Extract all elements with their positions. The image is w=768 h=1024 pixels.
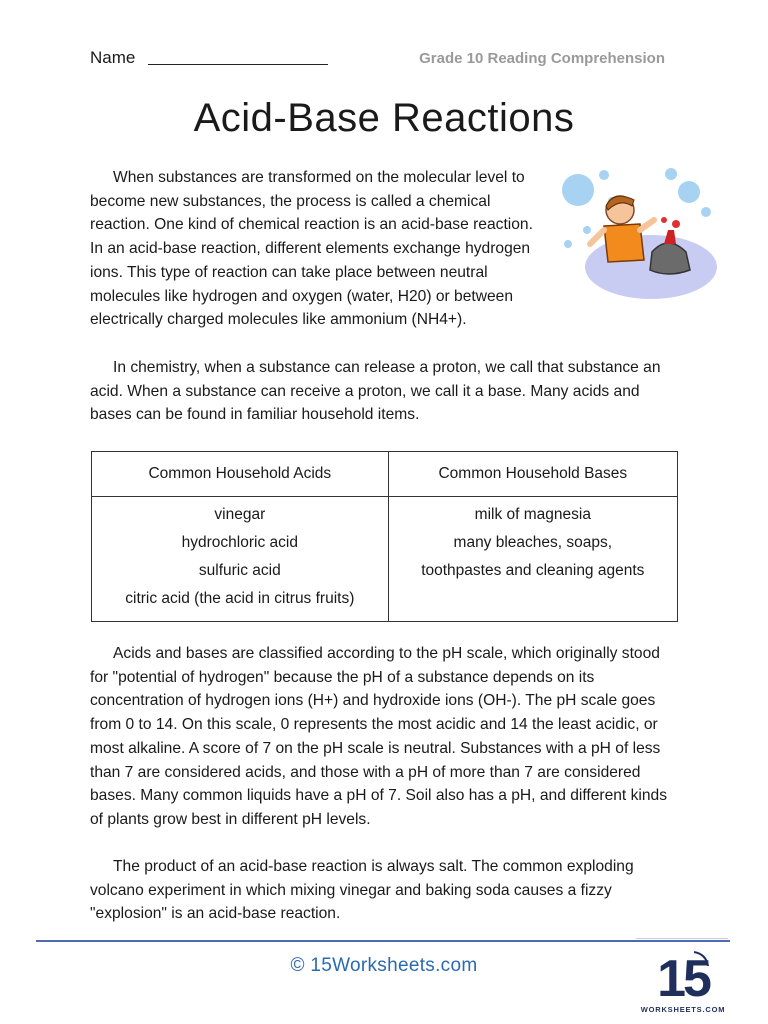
name-label: Name	[90, 48, 136, 67]
15worksheets-logo-icon	[640, 944, 726, 1018]
page-title: Acid-Base Reactions	[193, 96, 575, 140]
kid-chemistry-illustration-icon	[556, 164, 718, 304]
bases-header: Common Household Bases	[388, 452, 677, 497]
paragraph-4-text: The product of an acid-base reaction is always salt. The common exploding volcano experiment in which mixing vinegar and baking soda causes a fizzy "explosion" is an acid-base reaction.	[90, 858, 634, 923]
household-acids-bases-table	[91, 451, 678, 622]
grade-label: Grade 10 Reading Comprehension	[419, 50, 665, 67]
paragraph-4	[90, 855, 678, 926]
name-blank-line[interactable]	[148, 64, 328, 65]
table-row	[92, 497, 678, 622]
list-item: sulfuric acid	[198, 562, 281, 579]
worksheet-header	[90, 46, 680, 72]
list-item: toothpastes and cleaning agents	[421, 562, 645, 579]
list-item: citric acid (the acid in citrus fruits)	[125, 590, 355, 607]
logo-number: 15	[657, 950, 709, 1008]
paragraph-3	[90, 642, 678, 832]
bases-cell	[388, 497, 677, 622]
acids-cell	[92, 497, 389, 622]
paragraph-2-text: In chemistry, when a substance can release a proton, we call that substance an acid. When a substance can receive a proton, we call it a base. Many acids and bases can be found in familiar household items.	[90, 359, 661, 424]
list-item: many bleaches, soaps,	[453, 534, 613, 551]
paragraph-2	[90, 356, 678, 427]
footer-copyright[interactable]: © 15Worksheets.com	[290, 955, 478, 976]
list-item: hydrochloric acid	[181, 534, 298, 551]
paragraph-1	[90, 166, 545, 332]
list-item: milk of magnesia	[474, 506, 591, 523]
footer-accent-line	[636, 938, 728, 939]
logo-text: WORKSHEETS.COM	[640, 1005, 726, 1014]
paragraph-3-text: Acids and bases are classified according to the pH scale, which originally stood for "potential of hydrogen" because the pH of a substance depends on its concentration of hydrogen ions (H+) and hydroxide ions (OH-). The pH scale goes from 0 to 14. On this scale, 0 represents the most acidic and 14 the least acidic, or most alkaline. A score of 7 on the pH scale is neutral. Substances with a pH of less than 7 are considered acids, and those with a pH of more than 7 are considered bases. Many common liquids have a pH of 7. Soil also has a pH, and different kinds of plants grow best in different pH levels.	[90, 645, 667, 828]
table-header-row	[92, 452, 678, 497]
paragraph-1-text: When substances are transformed on the molecular level to become new substances, the process is called a chemical reaction. One kind of chemical reaction is an acid-base reaction. In an acid-base reaction, different elements exchange hydrogen ions. This type of reaction can take place between neutral molecules like hydrogen and oxygen (water, H20) or between electrically charged molecules like ammonium (NH4+).	[90, 169, 533, 329]
footer-divider	[36, 940, 730, 942]
acids-header: Common Household Acids	[92, 452, 389, 497]
list-item: vinegar	[214, 506, 266, 523]
